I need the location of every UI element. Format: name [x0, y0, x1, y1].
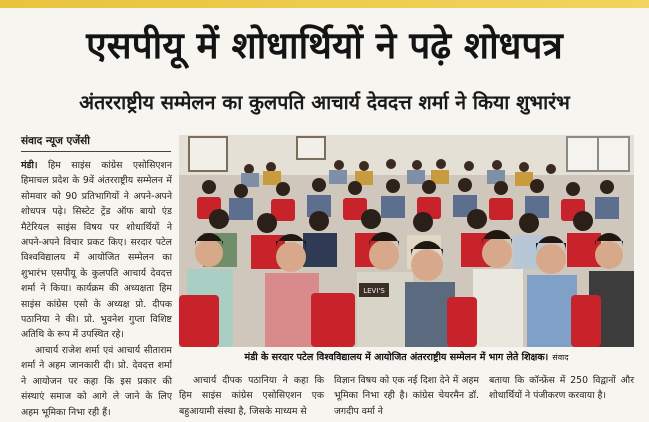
- article-paragraph-1: [21, 158, 172, 343]
- bottom-column-2: [334, 373, 479, 419]
- audience-illustration: [179, 135, 634, 347]
- photo-credit: संवाद: [552, 353, 569, 362]
- byline: संवाद न्यूज एजेंसी: [21, 135, 90, 147]
- news-photo: [179, 135, 634, 347]
- bottom-column-3-text: बताया कि कॉन्फ्रेंस में 250 विद्वानों और शोधार्थियों ने पंजीकरण करवाया है।: [489, 375, 634, 402]
- article-left-column: [21, 158, 172, 420]
- paragraph-1-text: हिम साइंस कांग्रेस एसोसिएशन हिमाचल प्रदेश के 9वें अंतरराष्ट्रीय सम्मेलन में सोमवार को 90 प्रतिभागियों ने अपने-अपने शोधपत्र पढ़े। सिस्टेट ट्रेंड ऑफ बायो एंड मैटेरियल साइंस विषय पर शोधार्थियों ने अपने-अपने विचार प्रकट किए। सरदार पटेल विश्वविद्यालय में आयोजित सम्मेलन का शुभारंभ एसपीयू के कुलपति आचार्य देवदत्त शर्मा ने किया। कार्यक्रम की अध्यक्षता हिम साइंस कांग्रेस एसो के अध्यक्ष प्रो. दीपक पठानिया ने की। प्रो. भुवनेश गुप्ता विशिष्ट अतिथि के रूप में उपस्थित रहे।: [21, 160, 172, 341]
- article-bottom-columns: [179, 373, 639, 421]
- byline-divider: [21, 151, 171, 152]
- top-accent-strip: [0, 0, 649, 8]
- dateline: मंडी।: [21, 160, 38, 171]
- subheadline: अंतरराष्ट्रीय सम्मेलन का कुलपति आचार्य देवदत्त शर्मा ने किया शुभारंभ: [79, 91, 570, 114]
- bottom-column-1-text: आचार्य दीपक पठानिया ने कहा कि हिम साइंस कांग्रेस एसोसिएशन एक बहुआयामी संस्था है, जिसके माध्यम से: [179, 375, 324, 417]
- photo-caption-text: मंडी के सरदार पटेल विश्वविद्यालय में आयोजित अंतरराष्ट्रीय सम्मेलन में भाग लेते शिक्षक।: [244, 352, 549, 363]
- bottom-column-3: [489, 373, 634, 404]
- headline: एसपीयू में शोधार्थियों ने पढ़े शोधपत्र: [86, 24, 563, 67]
- shirt-badge-text: LEVI'S: [363, 287, 385, 295]
- article-paragraph-2: आचार्य राजेश शर्मा एवं आचार्य सीताराम शर्मा ने अहम जानकारी दी। प्रो. देवदत्त शर्मा ने आयोजन पर कहा कि इस प्रकार की संस्थाएं समाज को आगे ले जाने के लिए अहम भूमिका निभा रही हैं।: [21, 344, 172, 418]
- photo-caption: [179, 349, 634, 367]
- bottom-column-2-text: विज्ञान विषय को एक नई दिशा देने में अहम भूमिका निभा रही है। कांग्रेस चेयरमैन डॉ. जगदीप वर्मा ने: [334, 375, 479, 417]
- bottom-column-1: [179, 373, 324, 419]
